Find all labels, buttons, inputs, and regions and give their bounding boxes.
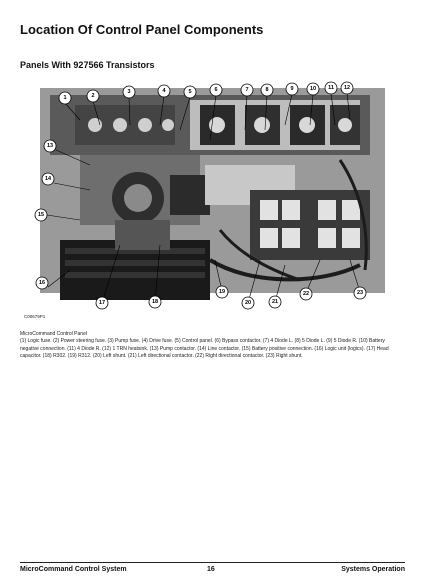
callout-11: 11 — [328, 85, 334, 91]
callout-3: 3 — [127, 89, 131, 95]
page-title: Location Of Control Panel Components — [20, 22, 264, 37]
callout-19: 19 — [218, 289, 226, 295]
callout-17: 17 — [98, 300, 106, 306]
control-panel-photo — [20, 80, 405, 327]
callout-8: 8 — [265, 87, 269, 93]
callout-13: 13 — [46, 143, 54, 149]
footer-section-name: Systems Operation — [341, 566, 405, 573]
callout-1: 1 — [63, 95, 67, 101]
callout-22: 22 — [302, 291, 310, 297]
callout-15: 15 — [37, 212, 45, 218]
callout-14: 14 — [44, 176, 52, 182]
callout-20: 20 — [244, 300, 252, 306]
footer-rule — [20, 562, 405, 563]
callout-5: 5 — [188, 89, 192, 95]
callout-6: 6 — [214, 87, 218, 93]
callout-4: 4 — [162, 88, 166, 94]
control-panel-illustration — [20, 80, 405, 327]
callout-16: 16 — [38, 280, 46, 286]
caption-body: (1) Logic fuse. (2) Power steering fuse. (3) Pump fuse. (4) Drive fuse. (5) Control panel. (6) Bypass contactor. (7) 4 Diode L. (8) 5 Diode L. (9) 5 Diode R. (10) Battery negative connection. (11) 4 Diode R. (12) 1 TRN heatsink. (13) Pump contactor. (14) Line contactor. (15) Battery positive connection. (16) Logic unit (logics). (17) Head capacitor. (18) R302. (19) R312. (20) Left shunt. (21) Left directional contactor. (22) Right directional contactor. (23) Right shunt. — [20, 338, 389, 359]
footer-page-number: 16 — [207, 566, 215, 573]
callout-21: 21 — [271, 299, 279, 305]
caption-title: MicroCommand Control Panel — [20, 331, 87, 337]
callout-9: 9 — [290, 86, 294, 92]
callout-12: 12 — [343, 85, 351, 91]
section-heading: Panels With 927566 Transistors — [20, 60, 155, 70]
callout-10: 10 — [309, 86, 317, 92]
callout-7: 7 — [245, 87, 249, 93]
callout-23: 23 — [356, 290, 364, 296]
callout-18: 18 — [151, 299, 159, 305]
footer-manual-title: MicroCommand Control System — [20, 566, 127, 573]
figure-id: C00679P1 — [24, 314, 46, 319]
callout-2: 2 — [91, 93, 95, 99]
